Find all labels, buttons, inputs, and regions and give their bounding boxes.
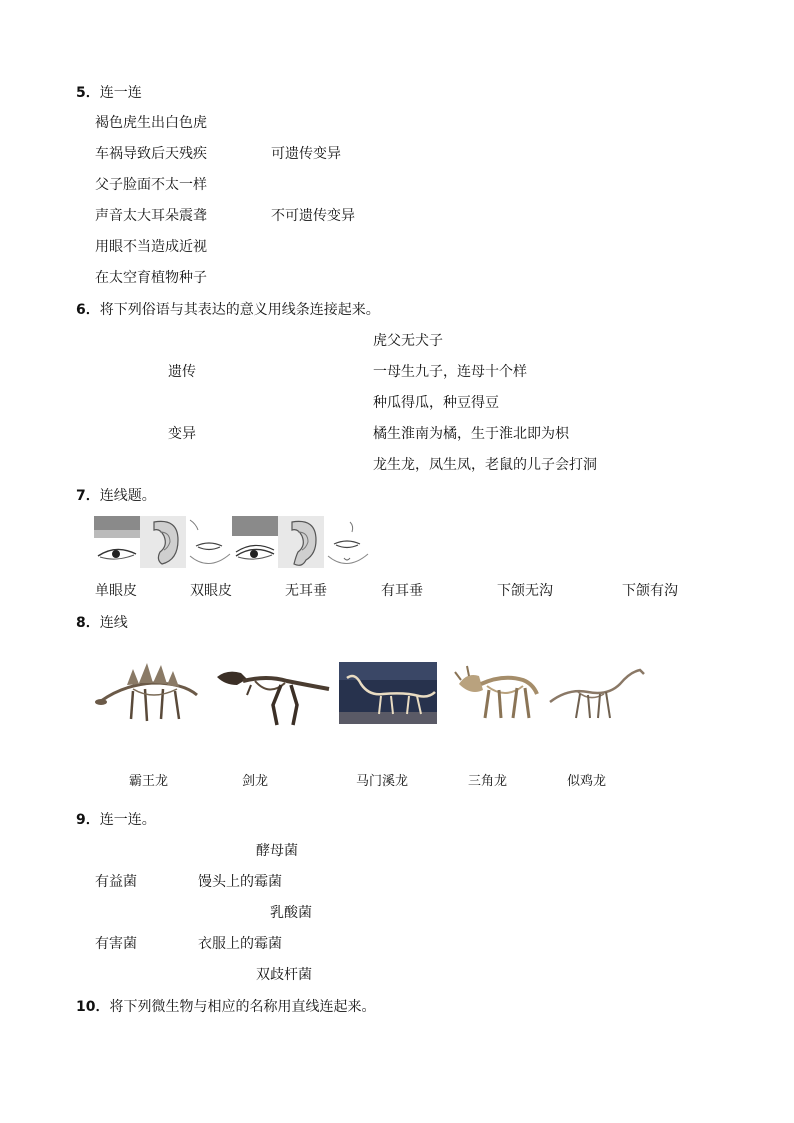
q8-number: 8． (76, 615, 100, 631)
q5-left-item: 褐色虎生出白色虎 (95, 115, 207, 131)
q5-left-item: 父子脸面不太一样 (95, 177, 207, 193)
q6-title: 将下列俗语与其表达的意义用线条连接起来。 (99, 302, 380, 318)
q5-left-item: 车祸导致后天残疾 (95, 146, 207, 162)
q8-label: 三角龙 (468, 774, 508, 789)
q10-number: 10． (76, 999, 110, 1015)
q6-right-item: 一母生九子，连母十个样 (373, 364, 527, 380)
q8-label: 霸王龙 (129, 774, 169, 789)
q9-right-item: 双歧杆菌 (256, 967, 312, 983)
q10-heading (76, 998, 375, 1016)
triceratops-skeleton-image (453, 660, 539, 726)
q5-left-item: 在太空育植物种子 (95, 270, 207, 286)
q9-left-item: 有害菌 (95, 936, 137, 952)
q6-right-item: 龙生龙，凤生凤，老鼠的儿子会打洞 (373, 457, 597, 473)
double-eyelid-ear-image (140, 516, 186, 568)
q7-label: 下颌有沟 (622, 583, 678, 599)
q9-right-item: 乳酸菌 (270, 905, 312, 921)
q9-heading (76, 811, 156, 829)
ear-image (278, 516, 324, 568)
q5-title: 连一连 (99, 85, 142, 101)
mamenchisaurus-skeleton-image (339, 662, 437, 724)
q6-left-item: 变异 (168, 426, 196, 442)
q7-title: 连线题。 (99, 488, 156, 504)
single-eyelid-eye-image (94, 516, 140, 568)
q5-left-item: 用眼不当造成近视 (95, 239, 207, 255)
q5-number: 5． (76, 85, 100, 101)
q6-right-item: 虎父无犬子 (373, 333, 443, 349)
ornithomimus-skeleton-image (548, 662, 646, 724)
q6-heading (76, 301, 380, 319)
q7-label: 双眼皮 (190, 583, 232, 599)
tyrannosaurus-skeleton-image (207, 655, 332, 729)
chin-image (186, 516, 232, 568)
q6-right-item: 种瓜得瓜，种豆得豆 (373, 395, 499, 411)
q5-right-item: 不可遗传变异 (271, 208, 355, 224)
stegosaurus-skeleton-image (93, 655, 203, 727)
q7-label: 有耳垂 (381, 583, 423, 599)
q7-label: 下颌无沟 (497, 583, 553, 599)
q7-label: 无耳垂 (285, 583, 327, 599)
q9-left-item: 有益菌 (95, 874, 137, 890)
q6-left-item: 遗传 (168, 364, 196, 380)
q8-label: 剑龙 (242, 774, 269, 789)
q8-label: 似鸡龙 (567, 774, 607, 789)
q9-middle-item: 馒头上的霉菌 (198, 874, 282, 890)
q7-heading (76, 487, 156, 505)
q5-left-item: 声音太大耳朵震聋 (95, 208, 207, 224)
q10-title: 将下列微生物与相应的名称用直线连起来。 (109, 999, 376, 1015)
q5-right-item: 可遗传变异 (271, 146, 341, 162)
q6-right-item: 橘生淮南为橘，生于淮北即为枳 (373, 426, 569, 442)
q8-heading (76, 614, 128, 632)
chin-image (324, 516, 370, 568)
eye-image (232, 516, 278, 568)
q7-number: 7． (76, 488, 100, 504)
q9-number: 9． (76, 812, 100, 828)
q8-label: 马门溪龙 (356, 774, 409, 789)
q9-middle-item: 衣服上的霉菌 (198, 936, 282, 952)
q7-label: 单眼皮 (95, 583, 137, 599)
q9-title: 连一连。 (99, 812, 156, 828)
q6-number: 6． (76, 302, 100, 318)
q8-title: 连线 (99, 615, 128, 631)
q9-right-item: 酵母菌 (256, 843, 298, 859)
q5-heading (76, 84, 142, 102)
